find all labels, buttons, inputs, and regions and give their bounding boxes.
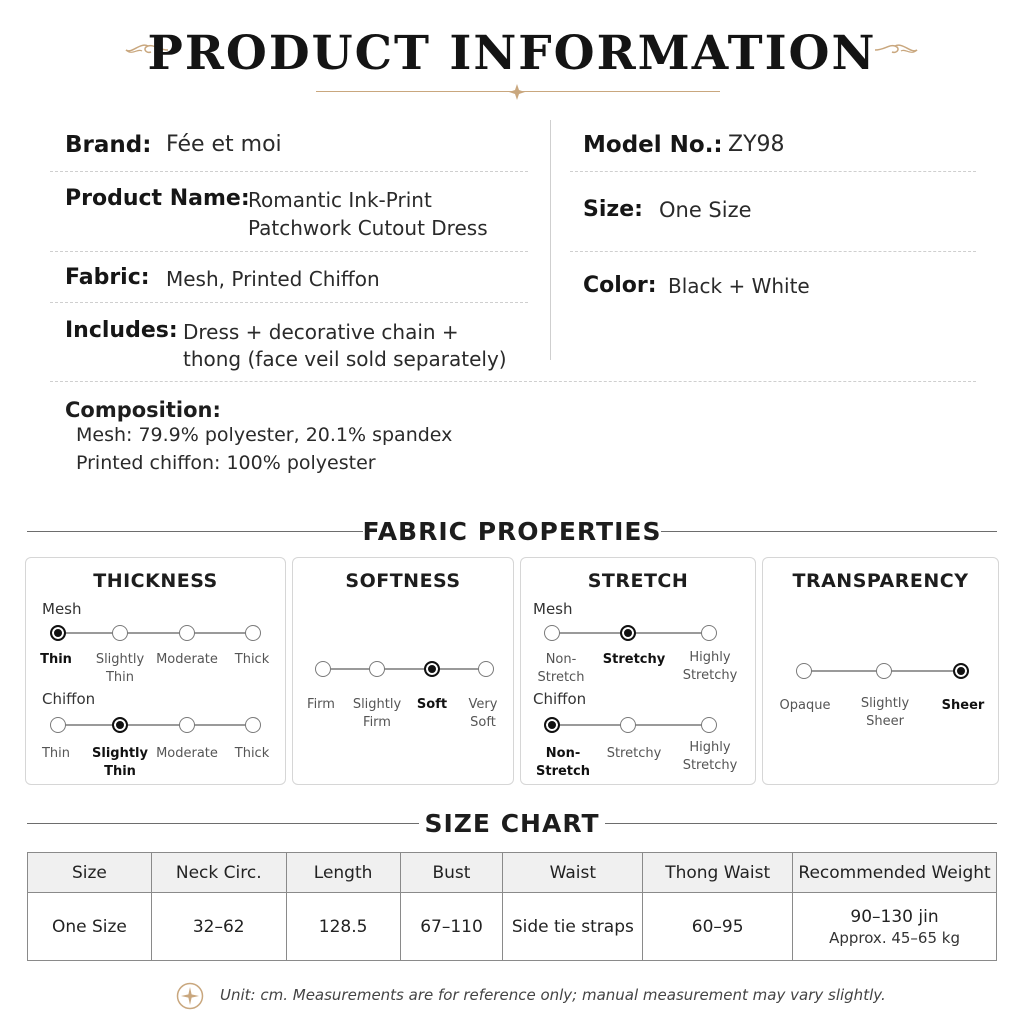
includes-value-line1: Dress + decorative chain + — [183, 320, 459, 344]
divider — [50, 251, 528, 252]
fabric-value: Mesh, Printed Chiffon — [166, 267, 380, 291]
stretch-chiffon-dot-non-stretch[interactable] — [544, 717, 560, 733]
thickness-mesh-track — [58, 632, 254, 634]
thickness-chiffon-track — [58, 724, 254, 726]
thickness-chiffon-dot-slightly-thin[interactable] — [112, 717, 128, 733]
column-header: Bust — [400, 853, 503, 893]
brand-value: Fée et moi — [166, 132, 282, 157]
column-header: Waist — [503, 853, 643, 893]
softness-opt-soft: Soft — [416, 697, 448, 712]
divider — [50, 381, 976, 382]
color-label: Color: — [583, 273, 657, 298]
thickness-mesh-dot-moderate[interactable] — [179, 625, 195, 641]
page-title: PRODUCT INFORMATION — [147, 26, 877, 81]
size-value: One Size — [659, 198, 752, 222]
size-chart-title: SIZE CHART — [424, 809, 600, 838]
size-label: Size: — [583, 197, 643, 222]
softness-dot-firm[interactable] — [315, 661, 331, 677]
table-cell-weight — [793, 893, 997, 961]
thickness-mesh-dot-thick[interactable] — [245, 625, 261, 641]
thickness-mesh-opt-thin: Thin — [40, 652, 72, 667]
stretch-card — [520, 557, 756, 785]
stretch-chiffon-opt-highly-stretchy: Highly Stretchy — [682, 740, 738, 773]
stretch-chiffon-opt-non-stretch: Non-Stretch — [536, 746, 590, 779]
product-name-value-line2: Patchwork Cutout Dress — [248, 216, 488, 240]
softness-dot-soft[interactable] — [424, 661, 440, 677]
thickness-mesh-label: Mesh — [42, 600, 82, 618]
transparency-opt-slightly-sheer: Slightly Sheer — [860, 696, 910, 729]
table-cell: 67–110 — [400, 893, 503, 961]
color-value: Black + White — [668, 274, 810, 298]
softness-opt-very-soft: Very Soft — [468, 697, 498, 730]
transparency-dot-slightly-sheer[interactable] — [876, 663, 892, 679]
thickness-chiffon-label: Chiffon — [42, 690, 96, 708]
column-header: Recommended Weight — [793, 853, 997, 893]
title-block — [0, 18, 1024, 108]
includes-value-line2: thong (face veil sold separately) — [183, 347, 507, 371]
product-name-value-line1: Romantic Ink-Print — [248, 188, 432, 212]
stretch-mesh-label: Mesh — [533, 600, 573, 618]
table-cell: Side tie straps — [503, 893, 643, 961]
composition-line-chiffon: Printed chiffon: 100% polyester — [76, 452, 376, 474]
table-cell: 128.5 — [286, 893, 400, 961]
thickness-mesh-opt-thick: Thick — [234, 652, 270, 667]
table-row — [28, 893, 997, 961]
model-value: ZY98 — [728, 132, 785, 157]
size-chart-heading — [0, 809, 1024, 839]
column-header: Thong Waist — [643, 853, 793, 893]
divider — [50, 171, 528, 172]
stretch-mesh-dot-stretchy[interactable] — [620, 625, 636, 641]
column-separator — [550, 120, 551, 360]
weight-jin: 90–130 jin — [850, 906, 939, 927]
fabric-properties-heading — [0, 517, 1024, 547]
stretch-mesh-opt-highly-stretchy: Highly Stretchy — [682, 650, 738, 683]
thickness-mesh-dot-slightly-thin[interactable] — [112, 625, 128, 641]
fabric-properties-title: FABRIC PROPERTIES — [362, 517, 662, 546]
transparency-title: TRANSPARENCY — [792, 570, 969, 592]
softness-opt-firm: Firm — [307, 697, 335, 712]
softness-dot-slightly-firm[interactable] — [369, 661, 385, 677]
softness-track — [331, 668, 487, 670]
table-cell: 60–95 — [643, 893, 793, 961]
stretch-mesh-opt-non-stretch: Non-Stretch — [537, 652, 585, 685]
model-label: Model No.: — [583, 132, 723, 158]
footnote-text: Unit: cm. Measurements are for reference only; manual measurement may vary slightly. — [220, 986, 886, 1004]
thickness-chiffon-dot-thick[interactable] — [245, 717, 261, 733]
thickness-card — [25, 557, 286, 785]
fabric-label: Fabric: — [65, 265, 150, 290]
thickness-mesh-opt-moderate: Moderate — [156, 652, 218, 667]
footnote — [176, 982, 886, 1010]
includes-label: Includes: — [65, 318, 178, 343]
softness-dot-very-soft[interactable] — [478, 661, 494, 677]
composition-label: Composition: — [65, 398, 221, 422]
thickness-chiffon-opt-thin: Thin — [41, 746, 71, 761]
thickness-mesh-opt-slightly-thin: Slightly Thin — [95, 652, 145, 685]
heading-rule-right — [605, 823, 997, 824]
size-chart-table — [27, 852, 997, 961]
table-cell: 32–62 — [151, 893, 286, 961]
sparkle-icon — [509, 84, 525, 100]
table-header-row — [28, 853, 997, 893]
stretch-chiffon-opt-stretchy: Stretchy — [606, 746, 662, 761]
compass-star-icon — [176, 982, 204, 1010]
stretch-chiffon-dot-highly-stretchy[interactable] — [701, 717, 717, 733]
transparency-dot-opaque[interactable] — [796, 663, 812, 679]
thickness-mesh-dot-thin[interactable] — [50, 625, 66, 641]
stretch-mesh-dot-non-stretch[interactable] — [544, 625, 560, 641]
divider — [570, 251, 976, 252]
product-name-label: Product Name: — [65, 186, 250, 211]
stretch-title: STRETCH — [587, 570, 689, 592]
stretch-mesh-opt-stretchy: Stretchy — [602, 652, 666, 667]
thickness-chiffon-dot-thin[interactable] — [50, 717, 66, 733]
softness-title: SOFTNESS — [345, 570, 461, 592]
transparency-card — [762, 557, 999, 785]
transparency-opt-opaque: Opaque — [779, 698, 831, 713]
stretch-chiffon-label: Chiffon — [533, 690, 587, 708]
table-cell: One Size — [28, 893, 152, 961]
thickness-chiffon-opt-thick: Thick — [234, 746, 270, 761]
thickness-chiffon-opt-moderate: Moderate — [156, 746, 218, 761]
divider — [570, 171, 976, 172]
transparency-dot-sheer[interactable] — [953, 663, 969, 679]
column-header: Size — [28, 853, 152, 893]
divider — [50, 302, 528, 303]
composition-line-mesh: Mesh: 79.9% polyester, 20.1% spandex — [76, 424, 453, 446]
stretch-mesh-dot-highly-stretchy[interactable] — [701, 625, 717, 641]
thickness-chiffon-opt-slightly-thin: Slightly Thin — [92, 746, 148, 779]
heading-rule-right — [661, 531, 997, 532]
brand-label: Brand: — [65, 132, 152, 158]
flourish-right-icon — [873, 42, 919, 58]
softness-card — [292, 557, 514, 785]
stretch-chiffon-dot-stretchy[interactable] — [620, 717, 636, 733]
transparency-opt-sheer: Sheer — [941, 698, 985, 713]
column-header: Length — [286, 853, 400, 893]
weight-kg: Approx. 45–65 kg — [829, 928, 960, 947]
thickness-title: THICKNESS — [93, 570, 218, 592]
thickness-chiffon-dot-moderate[interactable] — [179, 717, 195, 733]
column-header: Neck Circ. — [151, 853, 286, 893]
softness-opt-slightly-firm: Slightly Firm — [352, 697, 402, 730]
